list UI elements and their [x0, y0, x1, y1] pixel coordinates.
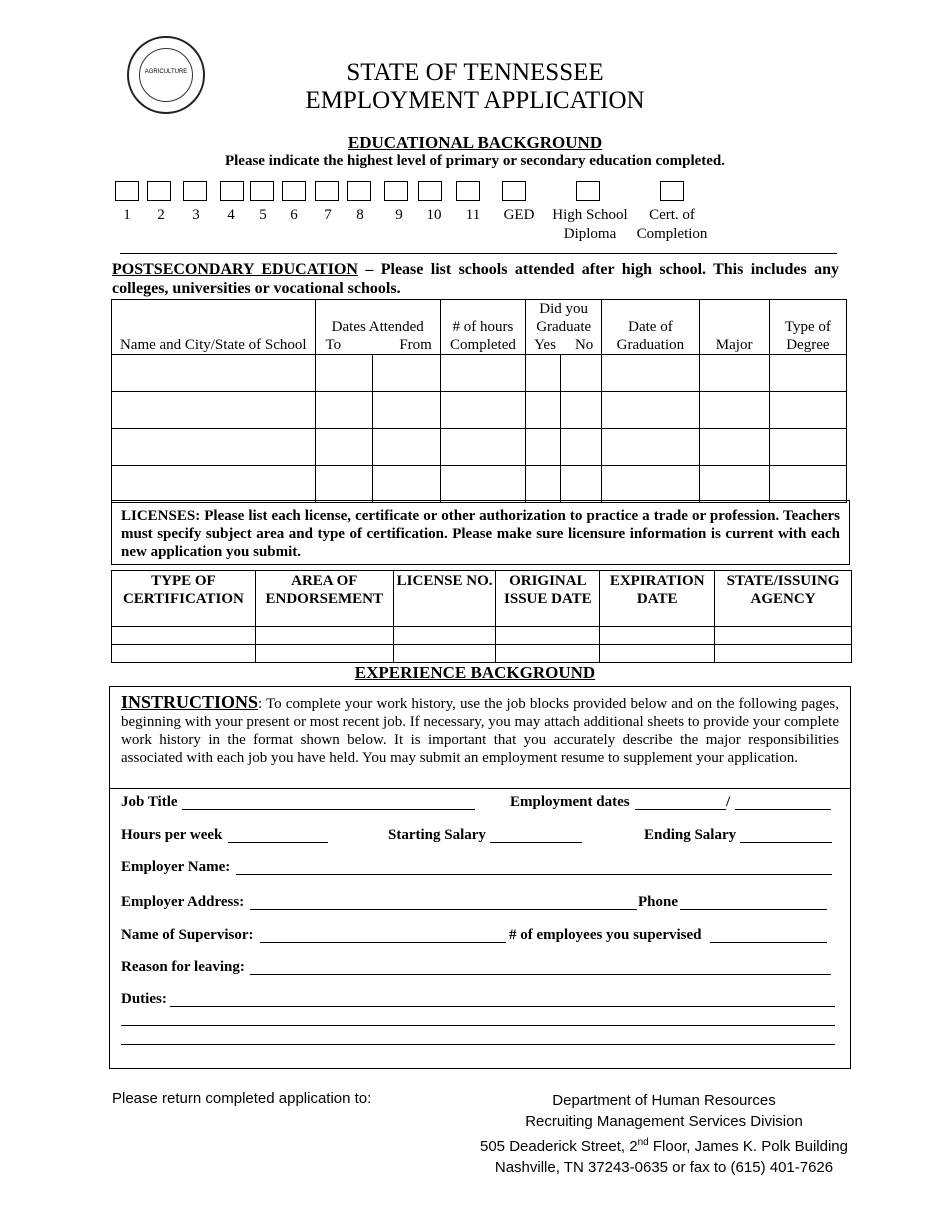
col-no: No [574, 337, 594, 353]
employment-dates-label: Employment dates [510, 794, 630, 810]
supervisor-label: Name of Supervisor: [121, 927, 254, 943]
duties-field-line[interactable] [121, 1025, 835, 1026]
education-checkbox-5[interactable] [250, 181, 274, 201]
duties-field-line[interactable] [121, 1044, 835, 1045]
education-checkbox-7[interactable] [315, 181, 339, 201]
date-separator: / [726, 794, 731, 810]
education-level-label: High School Diploma [552, 207, 628, 242]
address-dept: Department of Human Resources [552, 1092, 776, 1109]
education-checkbox-3[interactable] [183, 181, 207, 201]
reason-leaving-field[interactable] [250, 974, 831, 975]
education-level-label: 3 [192, 207, 200, 223]
address-street [474, 1132, 854, 1157]
col-yes: Yes [534, 337, 556, 353]
education-checkbox-9[interactable] [384, 181, 408, 201]
address-city: Nashville, TN 37243-0635 or fax to (615) 401-7626 [494, 1159, 834, 1176]
table-row[interactable] [112, 429, 847, 466]
return-address [474, 1090, 854, 1178]
starting-salary-label: Starting Salary [388, 827, 486, 843]
col-to: To [325, 337, 342, 353]
col-area-endorsement: AREA OF ENDORSEMENT [255, 571, 393, 627]
education-level-label: 2 [157, 207, 165, 223]
table-row[interactable] [112, 355, 847, 392]
col-graduate-label: Did you Graduate [536, 301, 592, 335]
instructions-label: INSTRUCTIONS [121, 693, 259, 712]
col-school: Name and City/State of School [112, 300, 316, 355]
employer-address-field[interactable] [250, 909, 637, 910]
starting-salary-field[interactable] [490, 842, 582, 843]
phone-field[interactable] [680, 909, 827, 910]
education-checkbox-6[interactable] [282, 181, 306, 201]
education-level-label: 10 [426, 207, 442, 223]
licenses-table [111, 570, 852, 663]
col-hours: # of hours Completed [440, 300, 525, 355]
education-level-label: 8 [356, 207, 364, 223]
ending-salary-field[interactable] [740, 842, 832, 843]
employer-name-field[interactable] [236, 874, 832, 875]
col-dates [315, 300, 440, 355]
employment-start-field[interactable] [635, 809, 726, 810]
education-checkbox-11[interactable] [456, 181, 480, 201]
street-rest: Floor, James K. Polk Building [648, 1138, 848, 1155]
job-title-field[interactable] [182, 809, 475, 810]
job-block [109, 686, 851, 1069]
table-row[interactable] [112, 392, 847, 429]
col-from: From [399, 337, 432, 353]
postsecondary-text: – Please list schools attended after high school. This includes any colleges, universities or vocational schools. [112, 261, 840, 297]
postsecondary-heading: POSTSECONDARY EDUCATION [112, 261, 358, 278]
hours-per-week-label: Hours per week [121, 827, 223, 843]
employment-end-field[interactable] [735, 809, 831, 810]
education-level-label: GED [503, 207, 535, 223]
hours-per-week-field[interactable] [228, 842, 328, 843]
table-row[interactable] [112, 627, 852, 645]
col-dates-label: Dates Attended [331, 319, 424, 335]
education-checkbox-1[interactable] [115, 181, 139, 201]
education-checkbox-10[interactable] [418, 181, 442, 201]
street-sup: nd [637, 1137, 649, 1148]
col-issue-date: ORIGINAL ISSUE DATE [496, 571, 600, 627]
phone-label: Phone [638, 894, 679, 910]
experience-instructions [121, 693, 839, 785]
table-row[interactable] [112, 466, 847, 503]
education-checkbox-ged[interactable] [502, 181, 526, 201]
employees-supervised-label: # of employees you supervised [509, 927, 702, 943]
education-level-label: 4 [227, 207, 235, 223]
licenses-instructions: LICENSES: Please list each license, certificate or other authorization to practice a trade or profession. Teachers must specify subject area and type of certification. Please make sure licensure information is current with each new application you submit. [111, 500, 850, 565]
return-instructions: Please return completed application to: [112, 1090, 372, 1107]
education-instruction: Please indicate the highest level of primary or secondary education completed. [224, 153, 726, 169]
col-graduate [526, 300, 602, 355]
education-checkbox-hs-diploma[interactable] [576, 181, 600, 201]
section-divider [120, 253, 837, 254]
postsecondary-intro [112, 260, 839, 298]
education-checkbox-2[interactable] [147, 181, 171, 201]
duties-label: Duties: [121, 991, 167, 1007]
duties-field[interactable] [170, 1006, 835, 1007]
education-level-label: 11 [465, 207, 481, 223]
col-major: Major [699, 300, 769, 355]
employer-name-label: Employer Name: [121, 859, 231, 875]
col-type-certification: TYPE OF CERTIFICATION [112, 571, 256, 627]
education-level-label: 5 [259, 207, 267, 223]
instructions-text: : To complete your work history, use the job blocks provided below and on the following pages, beginning with your present or most recent job. If necessary, you may attach additional sheets to provide your complete work history in the format shown below. It is important that you accurately describe the major responsibilities associated with each job you have held. You may submit an employment resume to supplement your application. [121, 696, 839, 766]
job-title-label: Job Title [121, 794, 178, 810]
employer-address-label: Employer Address: [121, 894, 245, 910]
education-level-label: 1 [123, 207, 131, 223]
employees-supervised-field[interactable] [710, 942, 827, 943]
education-level-label: 6 [290, 207, 298, 223]
form-title: EMPLOYMENT APPLICATION [305, 87, 645, 114]
education-checkbox-4[interactable] [220, 181, 244, 201]
education-level-label: 9 [395, 207, 403, 223]
education-checkbox-cert[interactable] [660, 181, 684, 201]
education-level-label: 7 [324, 207, 332, 223]
seal-text: AGRICULTURE [144, 69, 188, 75]
col-license-no: LICENSE NO. [393, 571, 496, 627]
reason-leaving-label: Reason for leaving: [121, 959, 245, 975]
col-grad-date: Date of Graduation [602, 300, 699, 355]
postsecondary-table [111, 299, 847, 503]
col-expiration-date: EXPIRATION DATE [600, 571, 715, 627]
table-row[interactable] [112, 645, 852, 663]
supervisor-field[interactable] [260, 942, 506, 943]
address-division: Recruiting Management Services Division [525, 1113, 803, 1130]
form-title-state: STATE OF TENNESSEE [346, 59, 604, 86]
education-level-label: Cert. of Completion [636, 207, 708, 242]
col-degree: Type of Degree [769, 300, 846, 355]
col-issuing-agency: STATE/ISSUING AGENCY [715, 571, 852, 627]
street-part: 505 Deaderick Street, 2 [480, 1138, 638, 1155]
education-heading: EDUCATIONAL BACKGROUND [347, 133, 603, 152]
education-checkbox-8[interactable] [347, 181, 371, 201]
divider [110, 788, 850, 789]
experience-heading: EXPERIENCE BACKGROUND [354, 663, 596, 682]
ending-salary-label: Ending Salary [644, 827, 737, 843]
